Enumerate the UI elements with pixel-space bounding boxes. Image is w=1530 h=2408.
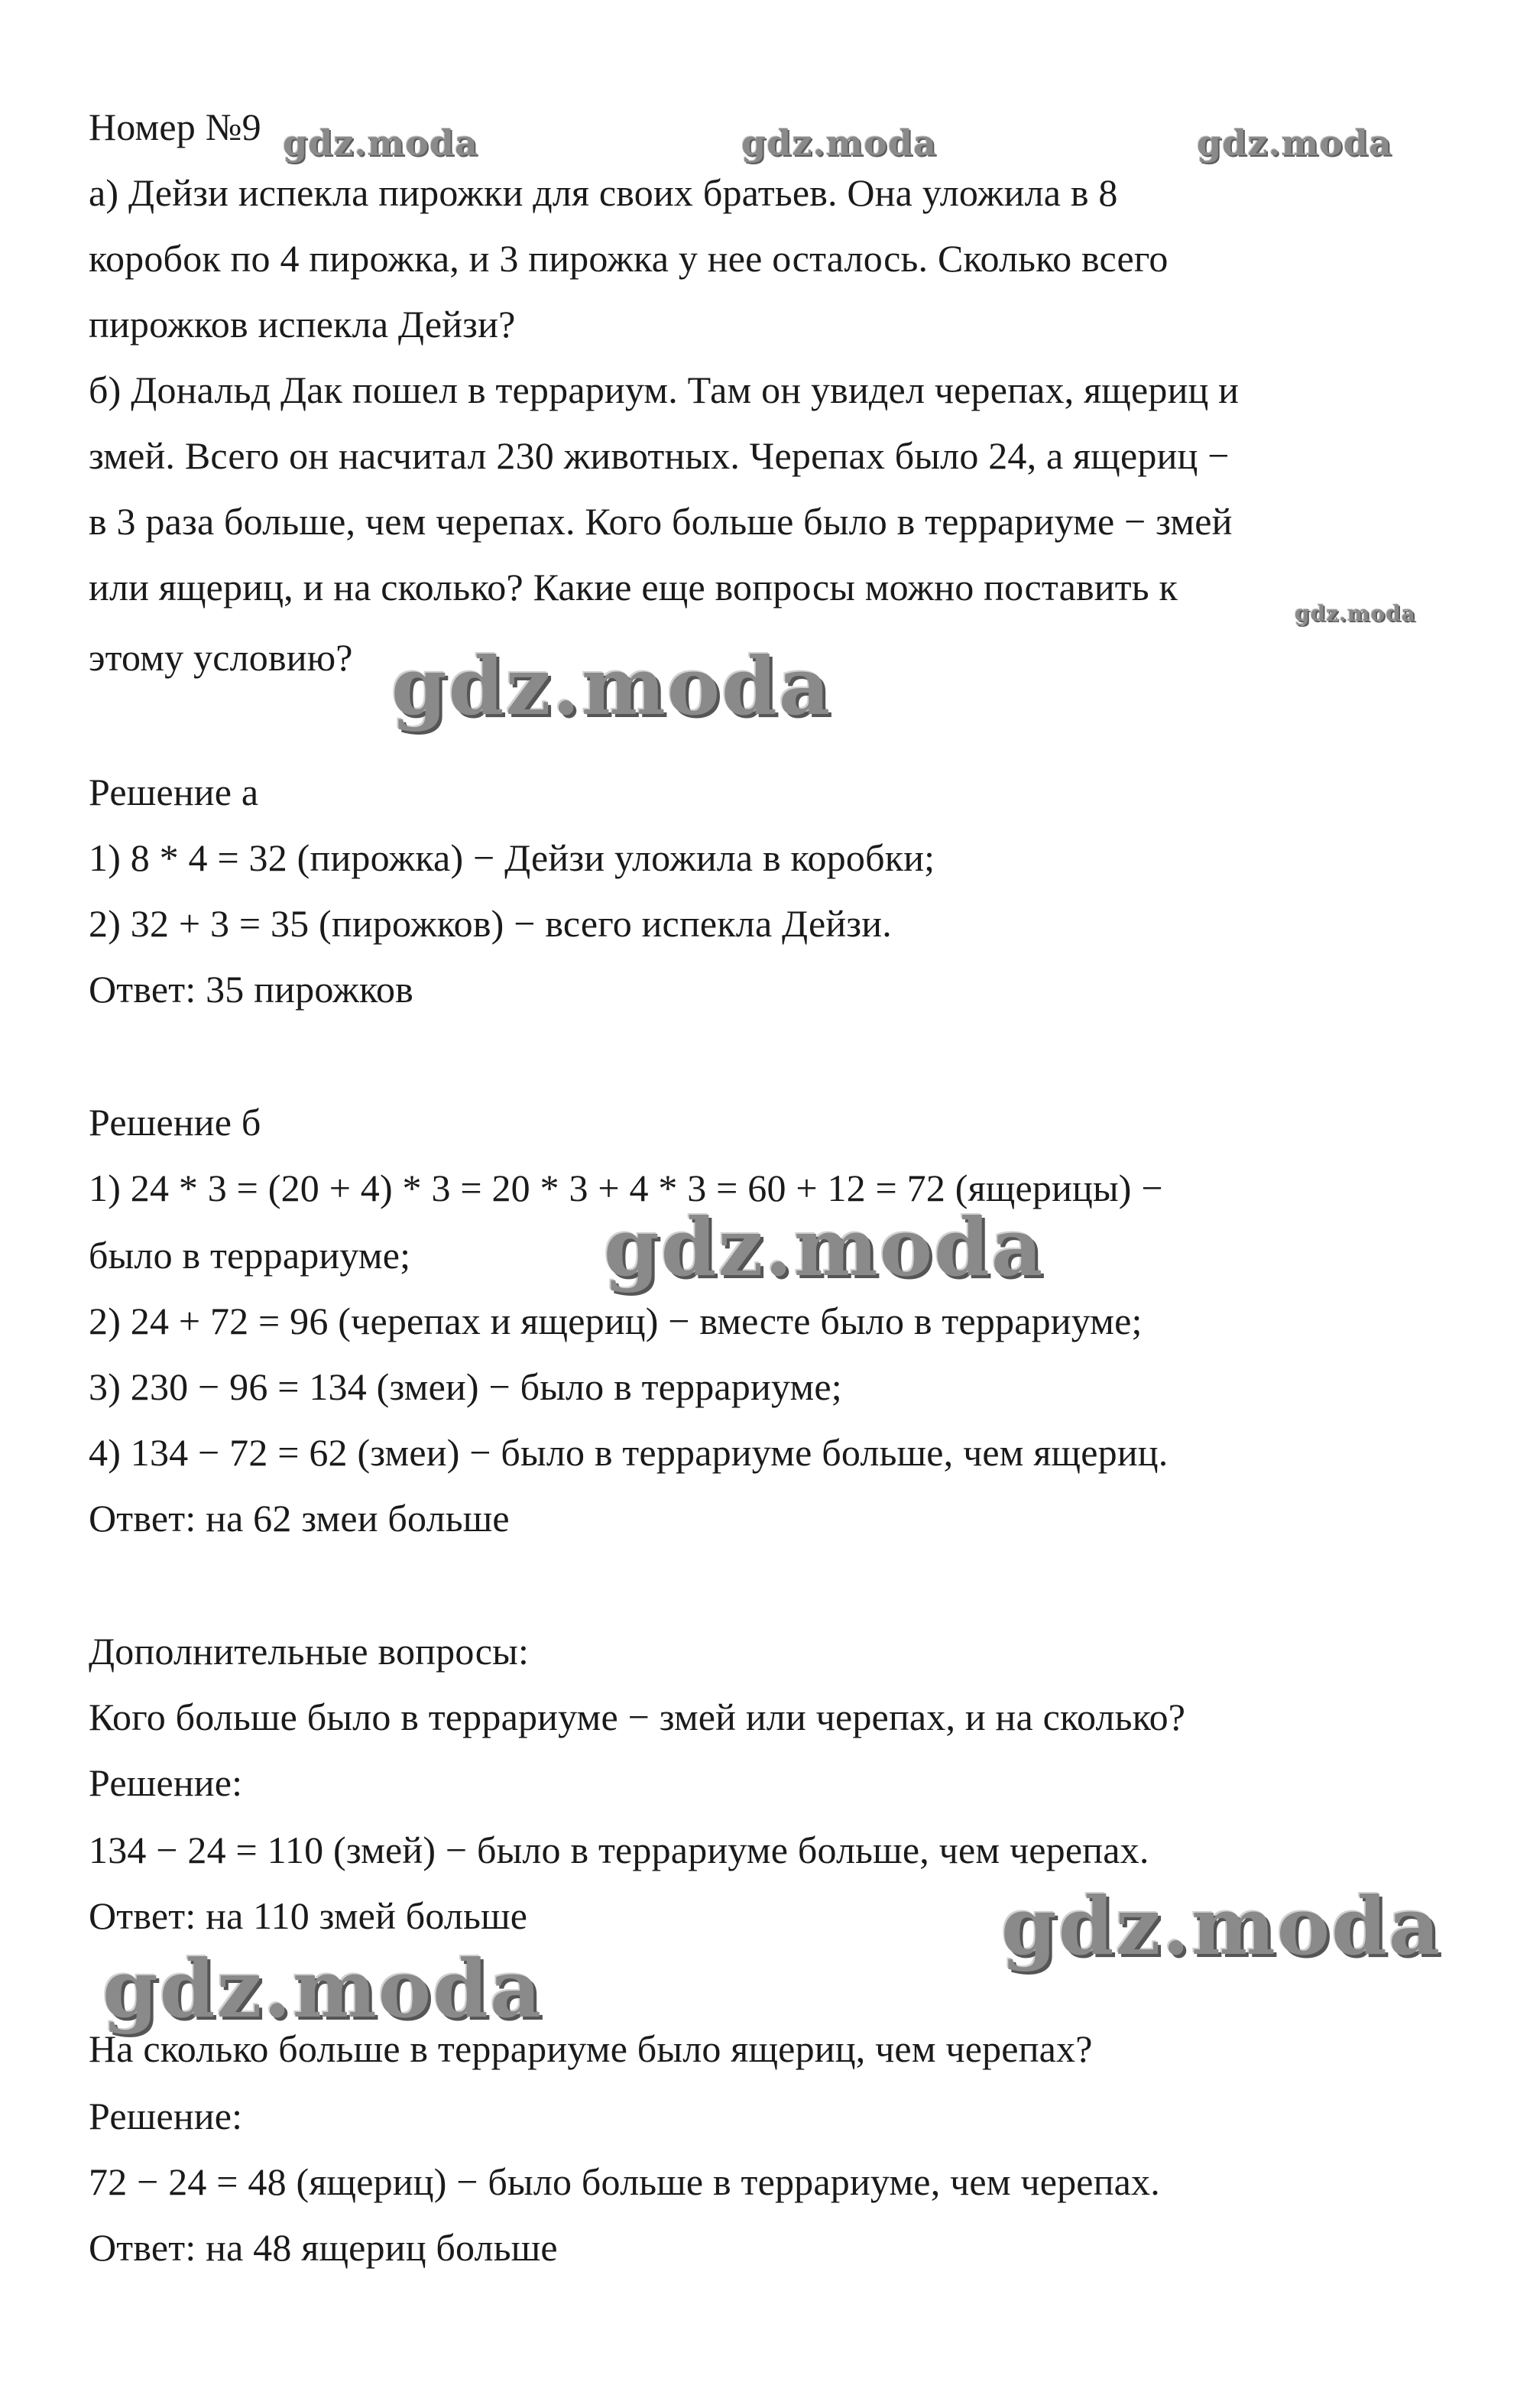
extra-q2-question: На сколько больше в террариуме было ящериц, чем черепах? — [89, 2027, 1093, 2070]
solution-a-step-2: 2) 32 + 3 = 35 (пирожков) − всего испекла Дейзи. — [89, 902, 892, 945]
solution-b-step-1b: было в террариуме; — [89, 1234, 411, 1277]
problem-b-line-3: в 3 раза больше, чем черепах. Кого больше было в террариуме − змей — [89, 500, 1233, 543]
extra-q1-step: 134 − 24 = 110 (змей) − было в террариуме больше, чем черепах. — [89, 1829, 1149, 1871]
solution-b-step-1a: 1) 24 * 3 = (20 + 4) * 3 = 20 * 3 + 4 * 3 = 60 + 12 = 72 (ящерицы) − — [89, 1167, 1163, 1209]
watermark-big-1: gdz.moda — [391, 639, 832, 733]
watermark-big-4: gdz.moda — [102, 1942, 543, 2036]
extra-heading: Дополнительные вопросы: — [89, 1630, 530, 1673]
solution-b-step-2: 2) 24 + 72 = 96 (черепах и ящериц) − вместе было в террариуме; — [89, 1300, 1143, 1342]
extra-q1-solution-label: Решение: — [89, 1761, 243, 1804]
problem-b-line-5: этому условию? — [89, 636, 353, 679]
watermark-top-2: gdz.moda — [741, 122, 937, 164]
extra-q1-answer: Ответ: на 110 змей больше — [89, 1894, 528, 1937]
watermark-top-3: gdz.moda — [1197, 122, 1392, 164]
watermark-small-right: gdz.moda — [1295, 601, 1416, 626]
solution-a-heading: Решение а — [89, 771, 259, 813]
problem-a-line-1: а) Дейзи испекла пирожки для своих братьев. Она уложила в 8 — [89, 171, 1118, 214]
solution-b-heading: Решение б — [89, 1101, 261, 1144]
solution-a-step-1: 1) 8 * 4 = 32 (пирожка) − Дейзи уложила в коробки; — [89, 836, 935, 879]
extra-q1-question: Кого больше было в террариуме − змей или черепах, и на сколько? — [89, 1696, 1186, 1738]
problem-a-line-3: пирожков испекла Дейзи? — [89, 303, 516, 346]
solution-b-step-3: 3) 230 − 96 = 134 (змеи) − было в террариуме; — [89, 1365, 842, 1408]
watermark-top-1: gdz.moda — [283, 122, 478, 164]
solution-b-answer: Ответ: на 62 змеи больше — [89, 1497, 510, 1540]
extra-q2-step: 72 − 24 = 48 (ящериц) − было больше в террариуме, чем черепах. — [89, 2160, 1160, 2203]
solution-a-answer: Ответ: 35 пирожков — [89, 968, 413, 1011]
problem-a-line-2: коробок по 4 пирожка, и 3 пирожка у нее осталось. Сколько всего — [89, 237, 1169, 280]
extra-q2-solution-label: Решение: — [89, 2095, 243, 2137]
watermark-big-3: gdz.moda — [1001, 1879, 1442, 1973]
extra-q2-answer: Ответ: на 48 ящериц больше — [89, 2226, 558, 2269]
problem-b-line-4: или ящериц, и на сколько? Какие еще вопросы можно поставить к — [89, 566, 1178, 608]
watermark-big-2: gdz.moda — [604, 1200, 1045, 1294]
page-title: Номер №9 — [89, 105, 261, 148]
problem-b-line-1: б) Дональд Дак пошел в террариум. Там он увидел черепах, ящериц и — [89, 368, 1240, 411]
problem-b-line-2: змей. Всего он насчитал 230 животных. Черепах было 24, а ящериц − — [89, 434, 1230, 477]
solution-b-step-4: 4) 134 − 72 = 62 (змеи) − было в террариуме больше, чем ящериц. — [89, 1431, 1169, 1474]
